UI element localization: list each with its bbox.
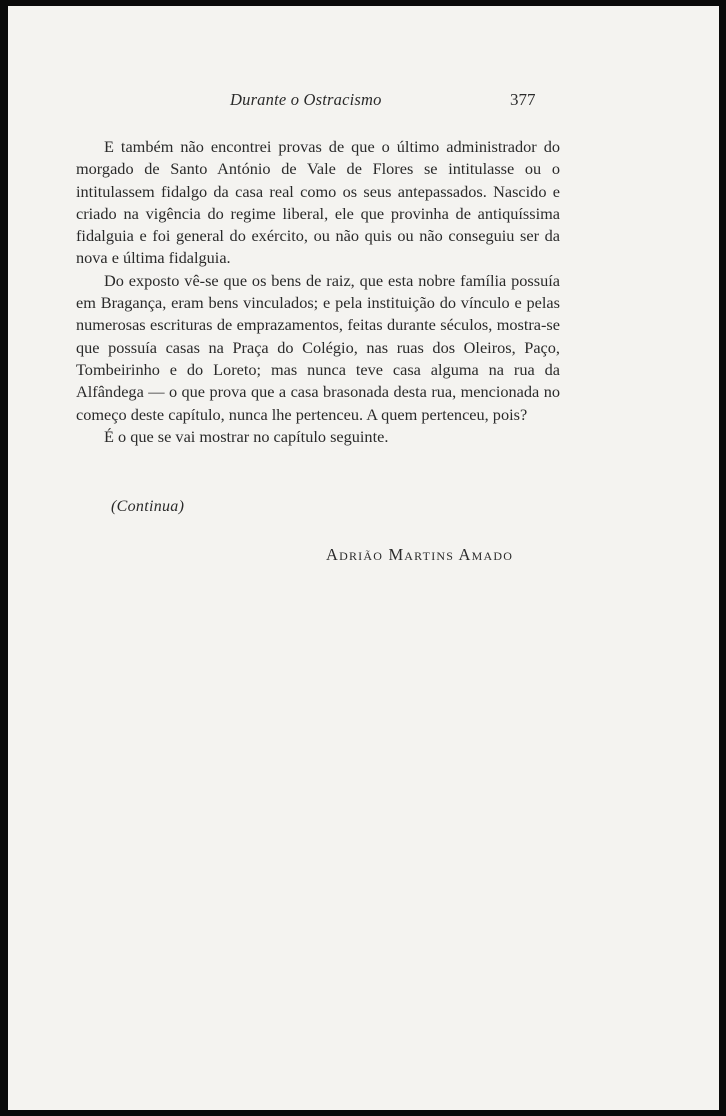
page-number: 377 [510, 90, 536, 109]
author-signature: Adrião Martins Amado [326, 545, 514, 564]
paragraph: Do exposto vê-se que os bens de raiz, que esta nobre família possuía em Bragança, eram bens vinculados; e pela instituição do vínculo e pelas numerosas escrituras de emprazamentos, feitas durante séculos, mostra-se que possuía casas na Praça do Colégio, nas ruas dos Oleiros, Paço, Tombeirinho e do Loreto; mas nunca teve casa alguma na rua da Alfândega — o que prova que a casa brasonada desta rua, mencionada no começo deste capítulo, nunca lhe pertenceu. A quem pertenceu, pois? [76, 270, 560, 424]
running-title: Durante o Ostracismo [230, 90, 382, 109]
paragraph: É o que se vai mostrar no capítulo seguinte. [104, 426, 389, 446]
page [8, 6, 719, 1110]
article-body [76, 136, 560, 448]
continuation-note: (Continua) [111, 498, 185, 515]
paragraph: E também não encontrei provas de que o último administrador do morgado de Santo António de Vale de Flores se intitulasse ou o intitulassem fidalgo da casa real como os seus antepassados. Nascido e criado na vigência do regime liberal, ele que provinha de antiquíssima fidalguia e foi general do exército, ou não quis ou não conseguiu ser da nova e última fidalguia. [76, 137, 560, 268]
